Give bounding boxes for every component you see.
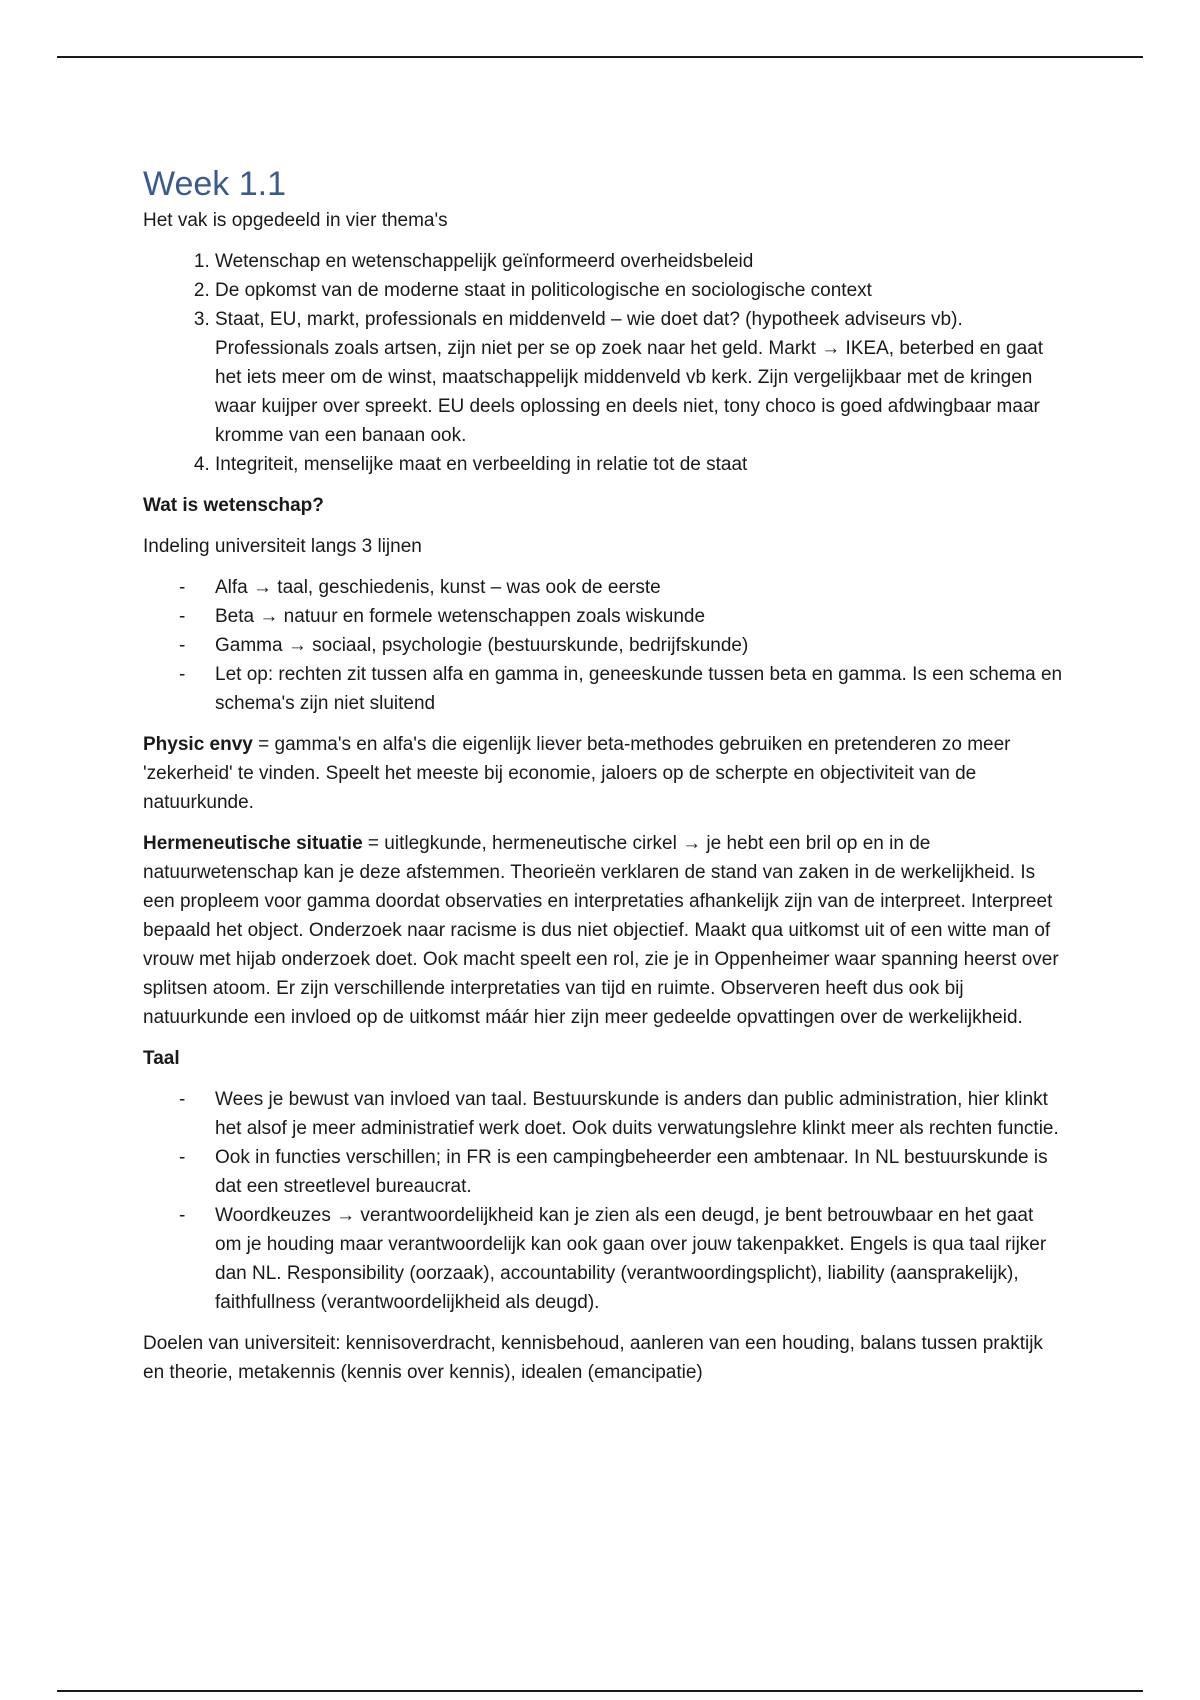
division-list xyxy=(143,573,1063,718)
page-title: Week 1.1 xyxy=(143,165,287,203)
list-item: - Beta → natuur en formele wetenschappen zoals wiskunde xyxy=(215,602,1063,631)
physic-envy-text: = gamma's en alfa's die eigenlijk liever beta-methodes gebruiken en pretenderen zo meer 'zekerheid' te vinden. Speelt het meeste bij economie, jaloers op de scherpte en objectiviteit van de natuurkunde. xyxy=(143,734,1011,813)
university-goals-paragraph: Doelen van universiteit: kennisoverdracht, kennisbehoud, aanleren van een houding, balans tussen praktijk en theorie, metakennis (kennis over kennis), idealen (emancipatie) xyxy=(143,1333,1043,1383)
list-item: 2. De opkomst van de moderne staat in politicologische en sociologische context xyxy=(215,276,1063,305)
section-heading-language: Taal xyxy=(143,1048,180,1069)
list-item: 4. Integriteit, menselijke maat en verbeelding in relatie tot de staat xyxy=(215,450,1063,479)
physic-envy-term: Physic envy xyxy=(143,734,253,755)
division-intro: Indeling universiteit langs 3 lijnen xyxy=(143,536,422,557)
list-item: - Ook in functies verschillen; in FR is een campingbeheerder een ambtenaar. In NL bestuurskunde is dat een streetlevel bureaucrat. xyxy=(215,1143,1063,1201)
list-item: - Gamma → sociaal, psychologie (bestuurskunde, bedrijfskunde) xyxy=(215,631,1063,660)
intro-text: Het vak is opgedeeld in vier thema's xyxy=(143,210,448,231)
hermeneutics-text: = uitlegkunde, hermeneutische cirkel → je hebt een bril op en in de natuurwetenschap kan je deze afstemmen. Theorieën verklaren de stand van zaken in de werkelijkheid. Is een propleem voor gamma doordat observaties en interpretaties afhankelijk zijn van de interpreet. Interpreet bepaald het object. Onderzoek naar racisme is dus niet objectief. Maakt qua uitkomst uit of een witte man of vrouw met hijab onderzoek doet. Ook macht speelt een rol, zie je in Oppenheimer waar spanning heerst over splitsen atoom. Er zijn verschillende interpretaties van tijd en ruimte. Observeren heeft dus ook bij natuurkunde een invloed op de uitkomst máár hier zijn meer gedeelde opvattingen over de werkelijkheid. xyxy=(143,833,1059,1028)
section-heading-science: Wat is wetenschap? xyxy=(143,495,324,516)
themes-list xyxy=(143,247,1063,479)
list-item: - Woordkeuzes → verantwoordelijkheid kan je zien als een deugd, je bent betrouwbaar en het gaat om je houding maar verantwoordelijk kan ook gaan over jouw takenpakket. Engels is qua taal rijker dan NL. Responsibility (oorzaak), accountability (verantwoordingsplicht), liability (aansprakelijk), faithfullness (verantwoordelijkheid als deugd). xyxy=(215,1201,1063,1317)
bottom-rule xyxy=(57,1690,1143,1692)
document-body xyxy=(143,162,1063,1399)
list-item: - Let op: rechten zit tussen alfa en gamma in, geneeskunde tussen beta en gamma. Is een schema en schema's zijn niet sluitend xyxy=(215,660,1063,718)
physic-envy-paragraph xyxy=(143,730,1063,817)
hermeneutics-term: Hermeneutische situatie xyxy=(143,833,363,854)
hermeneutics-paragraph xyxy=(143,829,1063,1032)
list-item: - Alfa → taal, geschiedenis, kunst – was ook de eerste xyxy=(215,573,1063,602)
language-list xyxy=(143,1085,1063,1317)
list-item: 1. Wetenschap en wetenschappelijk geïnformeerd overheidsbeleid xyxy=(215,247,1063,276)
top-rule xyxy=(57,56,1143,58)
list-item: - Wees je bewust van invloed van taal. Bestuurskunde is anders dan public administration, hier klinkt het alsof je meer administratief werk doet. Ook duits verwatungslehre klinkt meer als rechten functie. xyxy=(215,1085,1063,1143)
list-item: 3. Staat, EU, markt, professionals en middenveld – wie doet dat? (hypotheek adviseurs vb). Professionals zoals artsen, zijn niet per se op zoek naar het geld. Markt → IKEA, beterbed en gaat het iets meer om de winst, maatschappelijk middenveld vb kerk. Zijn vergelijkbaar met de kringen waar kuijper over spreekt. EU deels oplossing en deels niet, tony choco is goed afdwingbaar maar kromme van een banaan ook. xyxy=(215,305,1063,450)
